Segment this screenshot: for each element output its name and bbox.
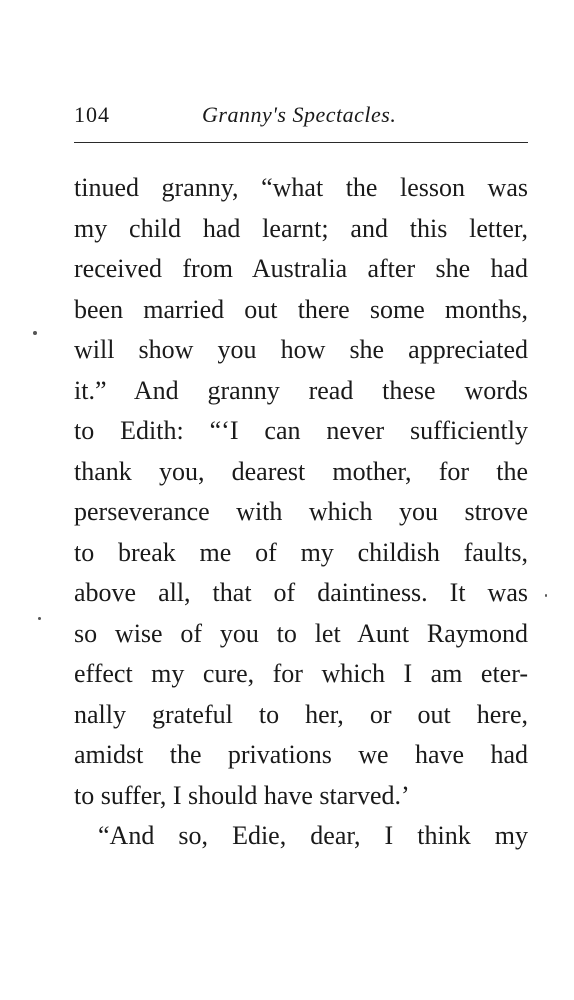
text-line: “And so, Edie, dear, I think my [98,821,528,850]
text-line: amidst the privations we have had [74,740,528,769]
text-line: to suffer, I should have starved.’ [74,780,410,810]
text-line: so wise of you to let Aunt Raymond [74,618,528,648]
text-line: tinued granny, “what the lesson was [74,173,528,202]
running-title: Granny's Spectacles. [202,102,397,127]
text-line: perseverance with which you strove [74,497,528,526]
text-line: been married out there some months, [74,294,528,324]
text-line: to break me of my childish faults, [74,537,528,567]
running-header [74,102,528,132]
paper-speck [545,594,547,597]
text-line: received from Australia after she had [74,254,528,283]
text-line: will show you how she appreciated [74,335,528,364]
text-line: nally grateful to her, or out here, [74,699,528,729]
text-line: to Edith: “‘I can never sufficiently [74,416,528,445]
page-number: 104 [74,102,110,127]
text-line: above all, that of daintiness. It was [74,578,528,607]
header-rule [74,142,528,143]
text-line: thank you, dearest mother, for the [74,456,528,486]
text-line: it.” And granny read these words [74,375,528,405]
paper-speck [38,617,41,620]
body-text [74,168,528,857]
paper-speck [33,331,37,335]
text-line: effect my cure, for which I am eter- [74,659,528,688]
text-line: my child had learnt; and this letter, [74,213,528,243]
